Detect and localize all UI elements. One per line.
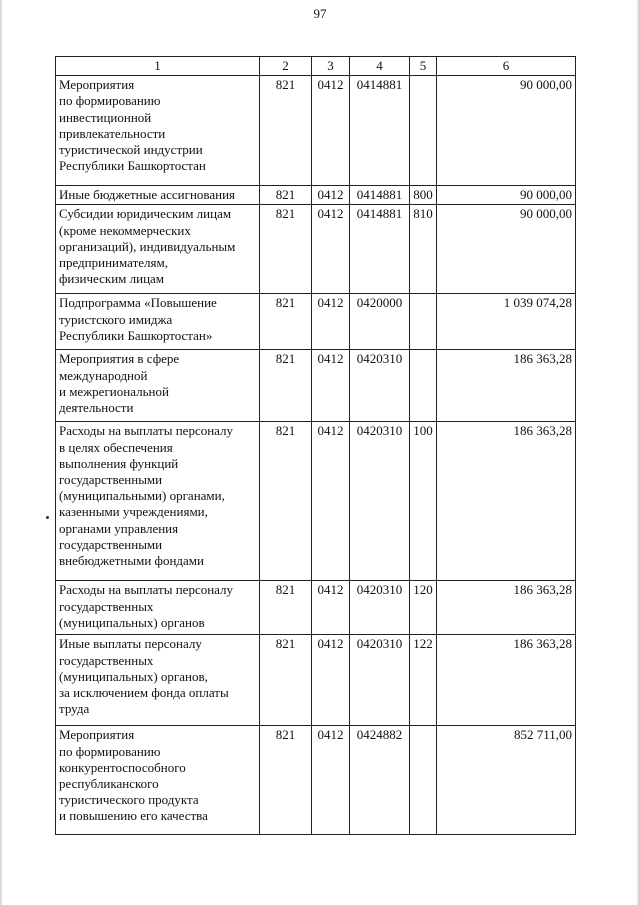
code-cell: 821 xyxy=(260,581,312,635)
code-cell: 0412 xyxy=(312,581,350,635)
row-name-text: Мероприятия в сфере международной и межрегиональной деятельности xyxy=(59,351,180,416)
header-cell: 4 xyxy=(350,57,410,76)
table-row xyxy=(56,76,576,186)
row-name xyxy=(56,635,260,726)
code-cell: 821 xyxy=(260,726,312,835)
row-name xyxy=(56,186,260,205)
code-cell: 821 xyxy=(260,294,312,350)
amount-cell: 186 363,28 xyxy=(437,581,576,635)
page-number: 97 xyxy=(313,6,327,21)
row-name xyxy=(56,581,260,635)
amount-cell: 90 000,00 xyxy=(437,76,576,186)
code-cell xyxy=(410,76,437,186)
header-cell: 2 xyxy=(260,57,312,76)
budget-table xyxy=(55,56,576,835)
row-name-text: Подпрограмма «Повышение туристского имиджа Республики Башкортостан» xyxy=(59,295,217,343)
code-cell: 800 xyxy=(410,186,437,205)
row-name xyxy=(56,726,260,835)
code-cell: 0412 xyxy=(312,635,350,726)
code-cell: 0412 xyxy=(312,726,350,835)
table-row xyxy=(56,422,576,581)
code-cell: 821 xyxy=(260,350,312,422)
table-row xyxy=(56,350,576,422)
code-cell: 0412 xyxy=(312,205,350,294)
code-cell: 821 xyxy=(260,205,312,294)
table-row xyxy=(56,186,576,205)
row-name xyxy=(56,422,260,581)
row-name-text: Субсидии юридическим лицам (кроме некоммерческих организаций), индивидуальным предпринимателям, физическим лицам xyxy=(59,206,236,287)
code-cell: 0412 xyxy=(312,422,350,581)
header-cell: 3 xyxy=(312,57,350,76)
row-name-text: Расходы на выплаты персоналу государственных (муниципальных) органов xyxy=(59,582,234,630)
header-cell: 1 xyxy=(56,57,260,76)
code-cell: 0414881 xyxy=(350,205,410,294)
header-cell: 6 xyxy=(437,57,576,76)
code-cell: 810 xyxy=(410,205,437,294)
table-row xyxy=(56,635,576,726)
scan-speck xyxy=(46,516,49,519)
code-cell: 0420310 xyxy=(350,635,410,726)
row-name-text: Иные бюджетные ассигнования xyxy=(59,187,236,203)
scan-edge-right xyxy=(636,0,640,905)
table-row xyxy=(56,294,576,350)
amount-cell: 186 363,28 xyxy=(437,350,576,422)
code-cell: 0412 xyxy=(312,186,350,205)
code-cell: 821 xyxy=(260,635,312,726)
code-cell: 0420310 xyxy=(350,422,410,581)
code-cell: 0420310 xyxy=(350,581,410,635)
row-name-text: Мероприятия по формированию инвестиционной привлекательности туристической индустрии Республики Башкортостан xyxy=(59,77,206,174)
code-cell: 0414881 xyxy=(350,76,410,186)
code-cell xyxy=(410,294,437,350)
amount-cell: 186 363,28 xyxy=(437,635,576,726)
amount-cell: 186 363,28 xyxy=(437,422,576,581)
code-cell: 0414881 xyxy=(350,186,410,205)
table-row xyxy=(56,581,576,635)
code-cell: 120 xyxy=(410,581,437,635)
code-cell: 821 xyxy=(260,76,312,186)
table-row xyxy=(56,726,576,835)
header-cell: 5 xyxy=(410,57,437,76)
table-header-row xyxy=(56,57,576,76)
code-cell: 0420000 xyxy=(350,294,410,350)
code-cell: 821 xyxy=(260,422,312,581)
code-cell xyxy=(410,350,437,422)
row-name xyxy=(56,294,260,350)
table-row xyxy=(56,205,576,294)
amount-cell: 90 000,00 xyxy=(437,205,576,294)
row-name xyxy=(56,350,260,422)
row-name-text: Мероприятия по формированию конкурентоспособного республиканского туристического продукта и повышению его качества xyxy=(59,727,208,824)
code-cell: 0412 xyxy=(312,76,350,186)
row-name-text: Расходы на выплаты персоналу в целях обеспечения выполнения функций государственными (муниципальными) органами, казенными учреждениями, органами управления государственными внебюджетными фондами xyxy=(59,423,234,569)
code-cell: 821 xyxy=(260,186,312,205)
code-cell xyxy=(410,726,437,835)
scan-edge-left xyxy=(0,0,3,905)
amount-cell: 1 039 074,28 xyxy=(437,294,576,350)
code-cell: 122 xyxy=(410,635,437,726)
row-name xyxy=(56,205,260,294)
code-cell: 0412 xyxy=(312,294,350,350)
amount-cell: 90 000,00 xyxy=(437,186,576,205)
code-cell: 0412 xyxy=(312,350,350,422)
code-cell: 0424882 xyxy=(350,726,410,835)
row-name xyxy=(56,76,260,186)
code-cell: 0420310 xyxy=(350,350,410,422)
amount-cell: 852 711,00 xyxy=(437,726,576,835)
row-name-text: Иные выплаты персоналу государственных (муниципальных) органов, за исключением фонда оплаты труда xyxy=(59,636,229,717)
code-cell: 100 xyxy=(410,422,437,581)
